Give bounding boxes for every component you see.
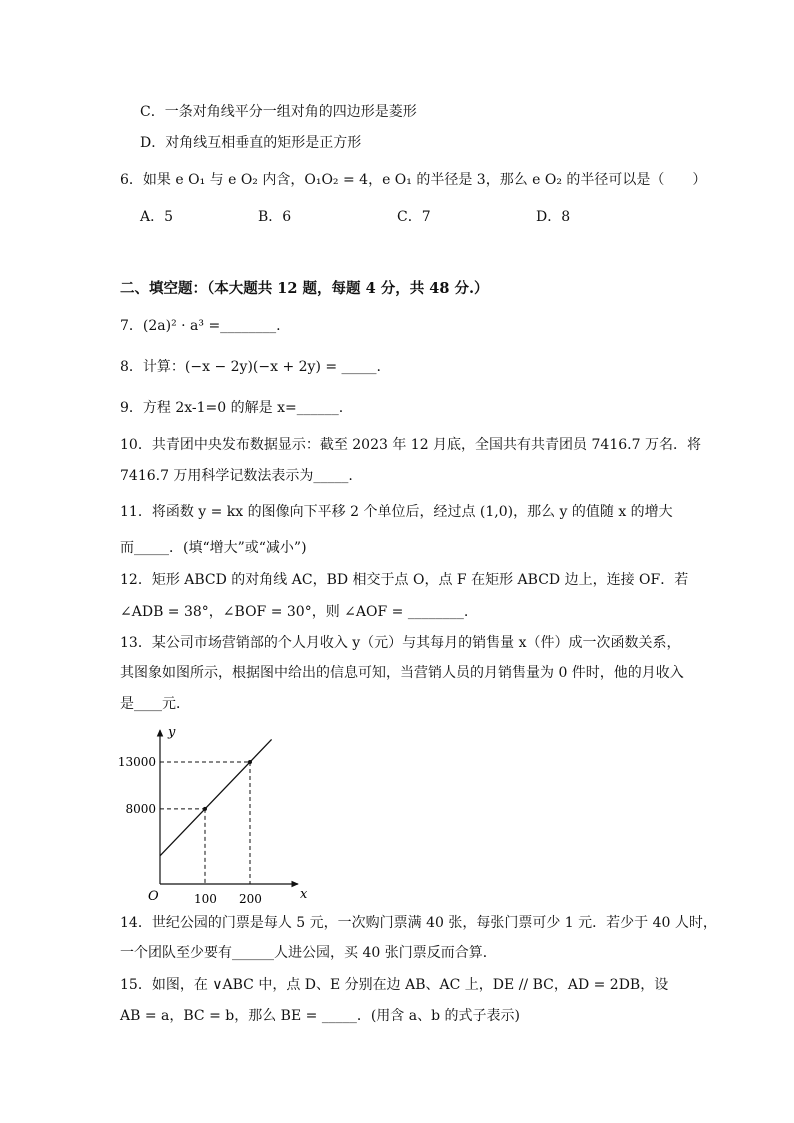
data-point (248, 760, 252, 764)
y-axis-label: y (168, 725, 176, 740)
question-8: 8．计算：(−x − 2y)(−x + 2y) = _____. (120, 359, 381, 375)
question-13-line1: 13．某公司市场营销部的个人月收入 y（元）与其每月的销售量 x（件）成一次函数关系， (120, 635, 681, 651)
question-11-line1: 11．将函数 y = kx 的图像向下平移 2 个单位后，经过点 (1,0)，那么 y 的值随 x 的增大 (120, 504, 673, 520)
x-tick-label: 200 (239, 892, 262, 906)
question-15-line1: 15．如图，在 ∨ABC 中，点 D、E 分别在边 AB、AC 上，DE // BC，AD = 2DB，设 (120, 977, 669, 993)
data-point (203, 807, 207, 811)
section-title-fill-in: 二、填空题：（本大题共 12 题，每题 4 分，共 48 分.） (120, 280, 489, 297)
question-10-line1: 10．共青团中央发布数据显示：截至 2023 年 12 月底，全国共有共青团员 7416.7 万名．将 (120, 437, 701, 453)
y-tick-label: 13000 (117, 755, 156, 769)
question-6: 6．如果 e O₁ 与 e O₂ 内含，O₁O₂ = 4，e O₁ 的半径是 3，那么 e O₂ 的半径可以是（ ） (120, 172, 707, 188)
question-9: 9．方程 2x-1=0 的解是 x=______. (120, 400, 344, 416)
q6-option-b: B．6 (258, 209, 292, 225)
question-12-line2: ∠ADB = 38°，∠BOF = 30°，则 ∠AOF = ________. (120, 604, 469, 620)
question-13-line2: 其图象如图所示，根据图中给出的信息可知，当营销人员的月销售量为 0 件时，他的月收入 (120, 665, 684, 681)
q6-option-d: D．8 (536, 209, 571, 225)
question-14-line2: 一个团队至少要有______人进公园，买 40 张门票反而合算． (120, 945, 497, 961)
option-d: D．对角线互相垂直的矩形是正方形 (140, 135, 362, 151)
question-14-line1: 14．世纪公园的门票是每人 5 元，一次购门票满 40 张，每张门票可少 1 元．若少于 40 人时， (120, 915, 717, 931)
function-line (160, 739, 272, 855)
option-c: C．一条对角线平分一组对角的四边形是菱形 (140, 104, 417, 120)
y-tick-label: 8000 (125, 801, 156, 816)
question-12-line1: 12．矩形 ABCD 的对角线 AC，BD 相交于点 O，点 F 在矩形 ABCD 边上，连接 OF．若 (120, 572, 689, 588)
question-13-line3: 是____元． (120, 696, 190, 712)
income-sales-graph (110, 722, 320, 912)
x-axis-label: x (300, 887, 308, 902)
origin-label: O (148, 889, 159, 904)
q6-option-c: C．7 (397, 209, 431, 225)
q6-option-a: A．5 (140, 209, 174, 225)
x-tick-label: 100 (194, 892, 217, 906)
question-15-line2: AB = a，BC = b，那么 BE = _____．(用含 a、b 的式子表示) (120, 1008, 520, 1024)
question-10-line2: 7416.7 万用科学记数法表示为_____. (120, 468, 353, 484)
question-11-line2: 而_____．(填“增大”或“减小”) (120, 540, 307, 556)
question-7: 7．(2a)² · a³ =________. (120, 318, 281, 334)
